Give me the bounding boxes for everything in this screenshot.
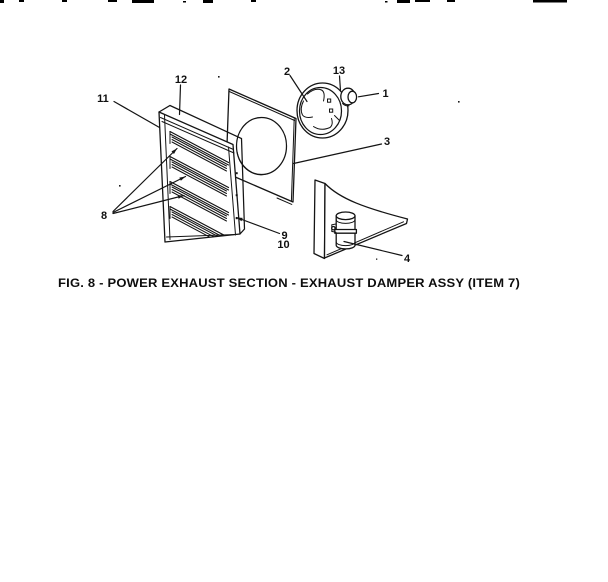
fan-wheel: [297, 83, 357, 138]
callout-3: 3: [383, 136, 391, 148]
callout-11: 11: [97, 93, 109, 105]
leader-line-13: [340, 76, 341, 91]
leader-line-3: [294, 144, 382, 164]
leader-line-2: [290, 76, 307, 102]
leader-line-1: [359, 94, 379, 97]
callout-13: 13: [332, 65, 346, 77]
shaft-bushing: [341, 88, 357, 106]
callout-2: 2: [283, 66, 291, 78]
callout-12: 12: [174, 74, 188, 86]
callout-10: 10: [277, 239, 290, 251]
leader-line-4: [344, 242, 402, 256]
callout-8: 8: [100, 210, 108, 222]
callout-4: 4: [403, 253, 411, 265]
callout-1: 1: [382, 88, 389, 100]
figure-caption: FIG. 8 - POWER EXHAUST SECTION - EXHAUST DAMPER ASSY (ITEM 7): [58, 276, 520, 290]
leader-line-11: [114, 102, 160, 128]
scan-artifact-marks: [0, 0, 567, 3]
motor-mount-bracket: [314, 180, 408, 259]
callout-9: 9: [281, 230, 288, 242]
